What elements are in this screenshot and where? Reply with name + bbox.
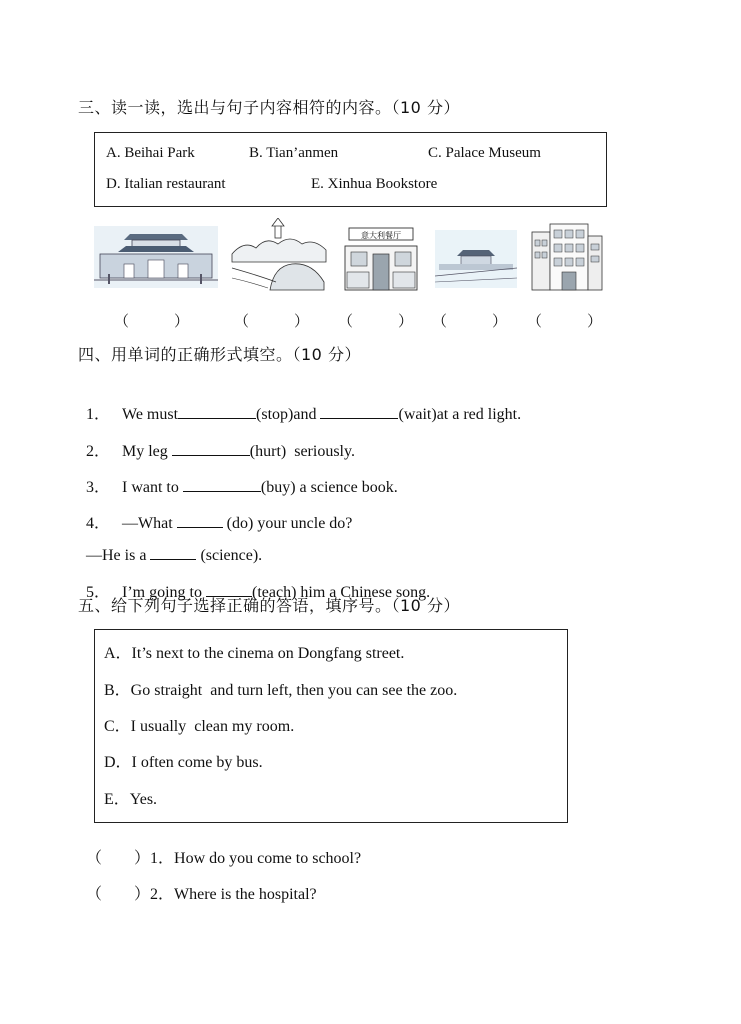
bookstore-building-illustration (530, 218, 604, 294)
answer-paren-2[interactable]: （ ） (234, 314, 310, 330)
answer-e: E．Yes. (104, 791, 158, 808)
tiananmen-illustration (94, 218, 218, 294)
fill-item-4: 4． —What (do) your uncle do? (78, 492, 352, 533)
section5-heading: 五、给下列句子选择正确的答语，填序号。（10 分） (78, 596, 460, 615)
option-e: E. Xinhua Bookstore (311, 176, 438, 192)
item-number: 5． (86, 584, 111, 601)
answer-paren-4[interactable]: （ ） (432, 314, 508, 330)
restaurant-sign-text: 意大利餐厅 (361, 231, 401, 240)
answer-paren-3[interactable]: （ ） (338, 314, 414, 330)
item-number: 4． (86, 515, 111, 532)
item-number: 1． (86, 406, 111, 423)
answer-paren-1[interactable]: （ ） (114, 314, 190, 330)
answers-box (94, 629, 568, 823)
section3-heading: 三、读一读，选出与句子内容相符的内容。（10 分） (78, 98, 460, 117)
answer-paren-5[interactable]: （ ） (527, 314, 603, 330)
answer-d: D．I often come by bus. (104, 754, 263, 771)
option-a: A. Beihai Park (106, 145, 195, 161)
blank-3[interactable] (183, 477, 261, 492)
question-2: （ ）2．Where is the hospital? (86, 886, 317, 903)
section4-heading: 四、用单词的正确形式填空。（10 分） (78, 345, 361, 364)
fill-item-4-reply: —He is a (science). (86, 547, 263, 564)
options-box (94, 132, 607, 207)
answer-c: C．I usually clean my room. (104, 718, 295, 735)
question-paren[interactable]: （ ） (86, 886, 151, 903)
fill-item-2: 2． My leg (hurt) seriously. (78, 420, 355, 461)
fill-item-3: 3． I want to (buy) a science book. (78, 456, 398, 497)
answer-a: A．It’s next to the cinema on Dongfang street. (104, 645, 405, 662)
italian-restaurant-illustration (341, 218, 421, 294)
blank-5[interactable] (206, 582, 252, 597)
option-d: D. Italian restaurant (106, 176, 226, 192)
blank-1a[interactable] (178, 404, 256, 419)
item-number: 3． (86, 479, 111, 496)
beihai-park-illustration (230, 218, 328, 294)
blank-4-reply[interactable] (150, 545, 196, 560)
fill-item-5: 5． I’m going to (teach) him a Chinese song. (78, 561, 430, 602)
palace-museum-illustration (435, 218, 517, 294)
item-number: 2． (86, 443, 111, 460)
blank-4[interactable] (177, 513, 223, 528)
option-c: C. Palace Museum (428, 145, 541, 161)
question-paren[interactable]: （ ） (86, 850, 151, 867)
option-b: B. Tian’anmen (249, 145, 339, 161)
blank-1b[interactable] (320, 404, 398, 419)
blank-2[interactable] (172, 441, 250, 456)
answer-b: B．Go straight and turn left, then you can see the zoo. (104, 682, 458, 699)
question-1: （ ）1．How do you come to school? (86, 850, 362, 867)
fill-item-1: 1． We must (stop)and (wait)at a red light. (78, 383, 521, 424)
